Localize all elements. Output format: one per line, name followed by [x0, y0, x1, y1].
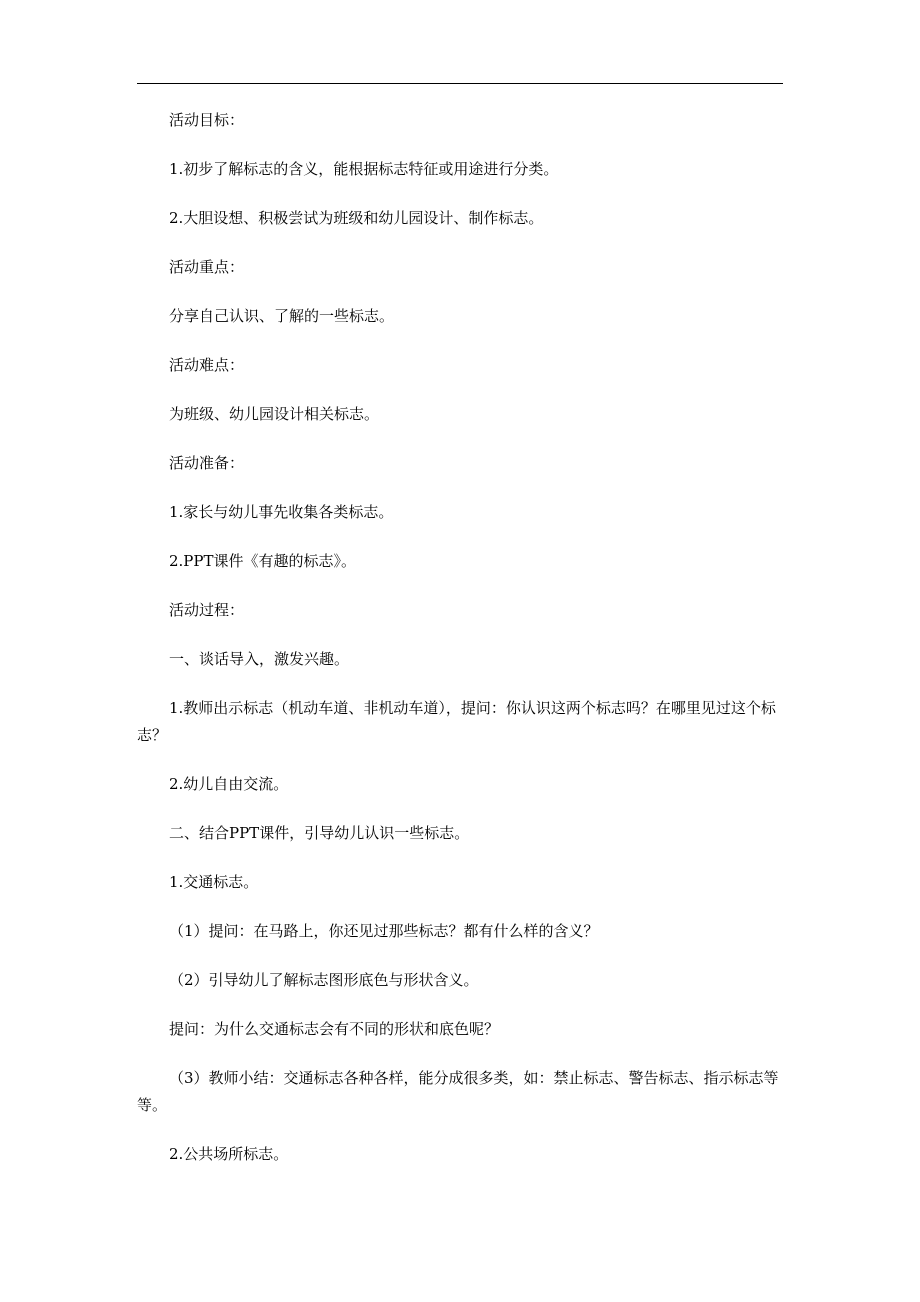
paragraph: 1.初步了解标志的含义，能根据标志特征或用途进行分类。: [169, 160, 559, 178]
paragraph: 提问：为什么交通标志会有不同的形状和底色呢？: [169, 1020, 500, 1038]
paragraph: 分享自己认识、了解的一些标志。: [169, 307, 395, 325]
paragraph: 2.大胆设想、积极尝试为班级和幼儿园设计、制作标志。: [169, 209, 544, 227]
paragraph: 1.家长与幼儿事先收集各类标志。: [169, 503, 394, 521]
paragraph: （3）教师小结：交通标志各种各样，能分成很多类，如：禁止标志、警告标志、指示标志等等。: [137, 1069, 779, 1114]
paragraph: 活动过程：: [169, 601, 245, 619]
paragraph: 为班级、幼儿园设计相关标志。: [169, 405, 380, 423]
paragraph: 1.交通标志。: [169, 873, 259, 891]
paragraph: 活动准备：: [169, 454, 245, 472]
paragraph: （2）引导幼儿了解标志图形底色与形状含义。: [169, 971, 479, 989]
paragraph: （1）提问：在马路上，你还见过那些标志？都有什么样的含义？: [169, 922, 599, 940]
paragraph: 一、谈话导入，激发兴趣。: [169, 650, 350, 668]
paragraph: 活动难点：: [169, 356, 245, 374]
document-body: [137, 107, 783, 1190]
paragraph: 2.公共场所标志。: [169, 1145, 289, 1163]
paragraph: 二、结合PPT课件，引导幼儿认识一些标志。: [169, 824, 470, 842]
header-rule: [137, 83, 783, 84]
paragraph: 活动重点：: [169, 258, 245, 276]
paragraph: 活动目标：: [169, 111, 245, 129]
paragraph: 2.幼儿自由交流。: [169, 775, 289, 793]
paragraph: 1.教师出示标志（机动车道、非机动车道），提问：你认识这两个标志吗？在哪里见过这个标志？: [137, 699, 776, 744]
paragraph: 2.PPT课件《有趣的标志》。: [169, 552, 357, 570]
